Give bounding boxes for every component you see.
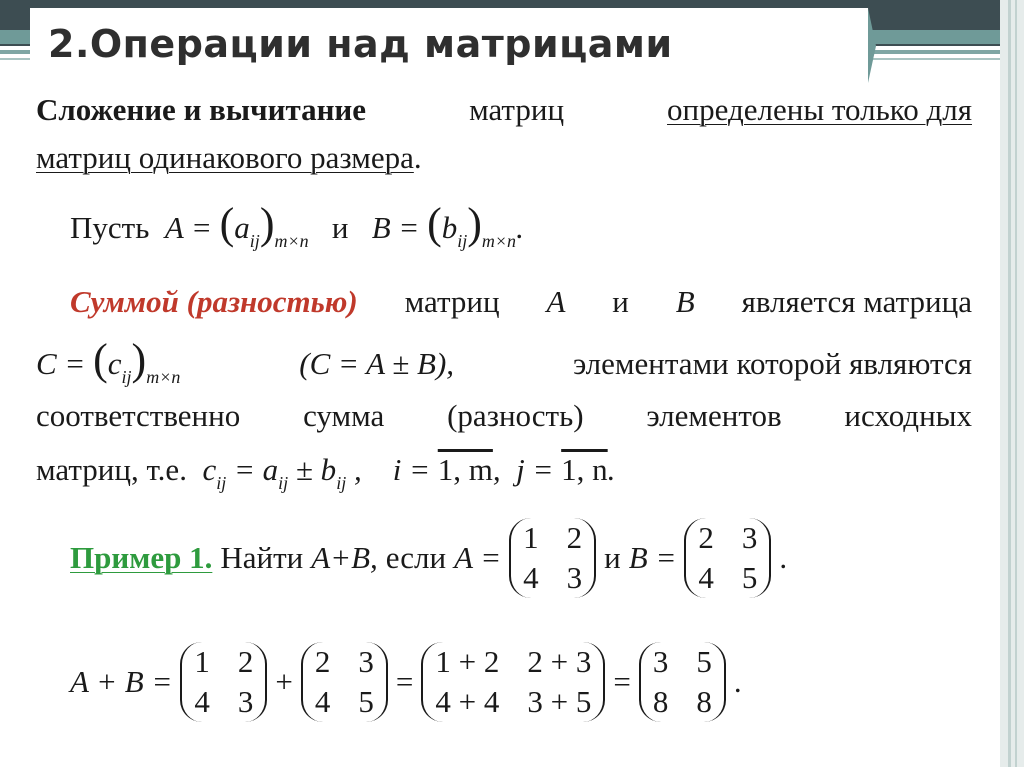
solution-matrix-A (180, 642, 267, 722)
matrix-cell: 3 (237, 684, 254, 719)
matrix-cell: 4 (698, 560, 714, 595)
formula-B: $B = (b_{ij})_{m\times n}$. (371, 199, 524, 251)
elements-text: элементами которой являются (572, 346, 972, 381)
sum-and: и (612, 284, 629, 319)
sum-line-1 (70, 284, 972, 320)
matrix-cell: 5 (741, 560, 758, 595)
formula-C: $C = (c_{ij})_{m\times n}$ (36, 335, 181, 387)
solution-matrix-B (301, 642, 388, 722)
letter-A: A (546, 284, 566, 319)
example-if: если (385, 540, 447, 575)
solution-matrix-sum (421, 642, 605, 722)
matrix-cell: 2 (314, 644, 331, 679)
matrix-cell: 4 (523, 560, 539, 595)
matrix-cell: 3 (566, 560, 583, 595)
matrix-cell: 2 (566, 520, 583, 555)
matrix-A (509, 518, 596, 598)
element-formula: $c_{ij} = a_{ij} \pm b_{ij}$ , i = 1, m, j = 1, n. (194, 452, 616, 493)
matrix-B (684, 518, 771, 598)
solution-lhs: A + B = (70, 664, 173, 699)
matrix-cell: 1 (523, 520, 539, 555)
matrix-cell: 1 (194, 644, 210, 679)
matrix-cell: 4 + 4 (435, 684, 500, 719)
example-label: Пример 1. (70, 540, 213, 575)
sum-line-2 (36, 334, 972, 385)
matrix-cell: 2 (237, 644, 254, 679)
matrix-cell: 3 (741, 520, 758, 555)
matrix-cell: 4 (314, 684, 331, 719)
matrix-cell: 8 (696, 684, 712, 719)
text-line-1 (36, 92, 972, 128)
let-word: Пусть (70, 210, 150, 245)
plus-sign: + (275, 664, 293, 699)
solution-period: . (733, 664, 742, 699)
sum-word-matrix: матриц (404, 284, 500, 319)
example-and: и (604, 540, 621, 575)
bold-phrase: Сложение и вычитание (36, 92, 367, 127)
example-period: . (779, 540, 788, 575)
period: . (413, 140, 422, 175)
and-word: и (331, 210, 349, 245)
solution-line (70, 642, 742, 722)
example-sum: A+B, (311, 540, 378, 575)
matrix-cell: 8 (652, 684, 669, 719)
matrix-cell: 3 (652, 644, 669, 679)
ie-text: матриц, т.е. (36, 452, 187, 487)
letter-B: B (675, 284, 695, 319)
equals-sign: = (395, 664, 414, 699)
example-B-eq: B = (628, 540, 677, 575)
sum-phrase: Суммой (разностью) (70, 284, 358, 319)
matrix-cell: 2 + 3 (527, 644, 592, 679)
equals-sign: = (613, 664, 631, 699)
sum-is-matrix: является матрица (741, 284, 972, 319)
definition-line (70, 198, 524, 249)
text-line-4: соответственно сумма (разность) элементов исходных (36, 398, 972, 433)
text-line-2 (36, 140, 422, 176)
matrix-cell: 1 + 2 (435, 644, 500, 679)
example-A-eq: A = (454, 540, 502, 575)
formula-A: $A = (a_{ij})_{m\times n}$ (157, 199, 309, 251)
text-line-5 (36, 452, 616, 493)
example-line (70, 518, 787, 598)
underlined-phrase-1: определены только для (667, 92, 972, 127)
formula-C-sum: (C = A ± B), (299, 346, 455, 381)
solution-matrix-result (639, 642, 726, 722)
matrix-cell: 5 (358, 684, 374, 719)
matrix-cell: 4 (194, 684, 210, 719)
matrix-cell: 3 + 5 (527, 684, 592, 719)
page-title: 2.Операции над матрицами (48, 22, 673, 66)
matrix-cell: 5 (696, 644, 712, 679)
text-matrix: матриц (469, 92, 565, 127)
underlined-phrase-2: матриц одинакового размера (36, 140, 414, 175)
example-find: Найти (220, 540, 304, 575)
matrix-cell: 3 (358, 644, 374, 679)
matrix-cell: 2 (698, 520, 714, 555)
